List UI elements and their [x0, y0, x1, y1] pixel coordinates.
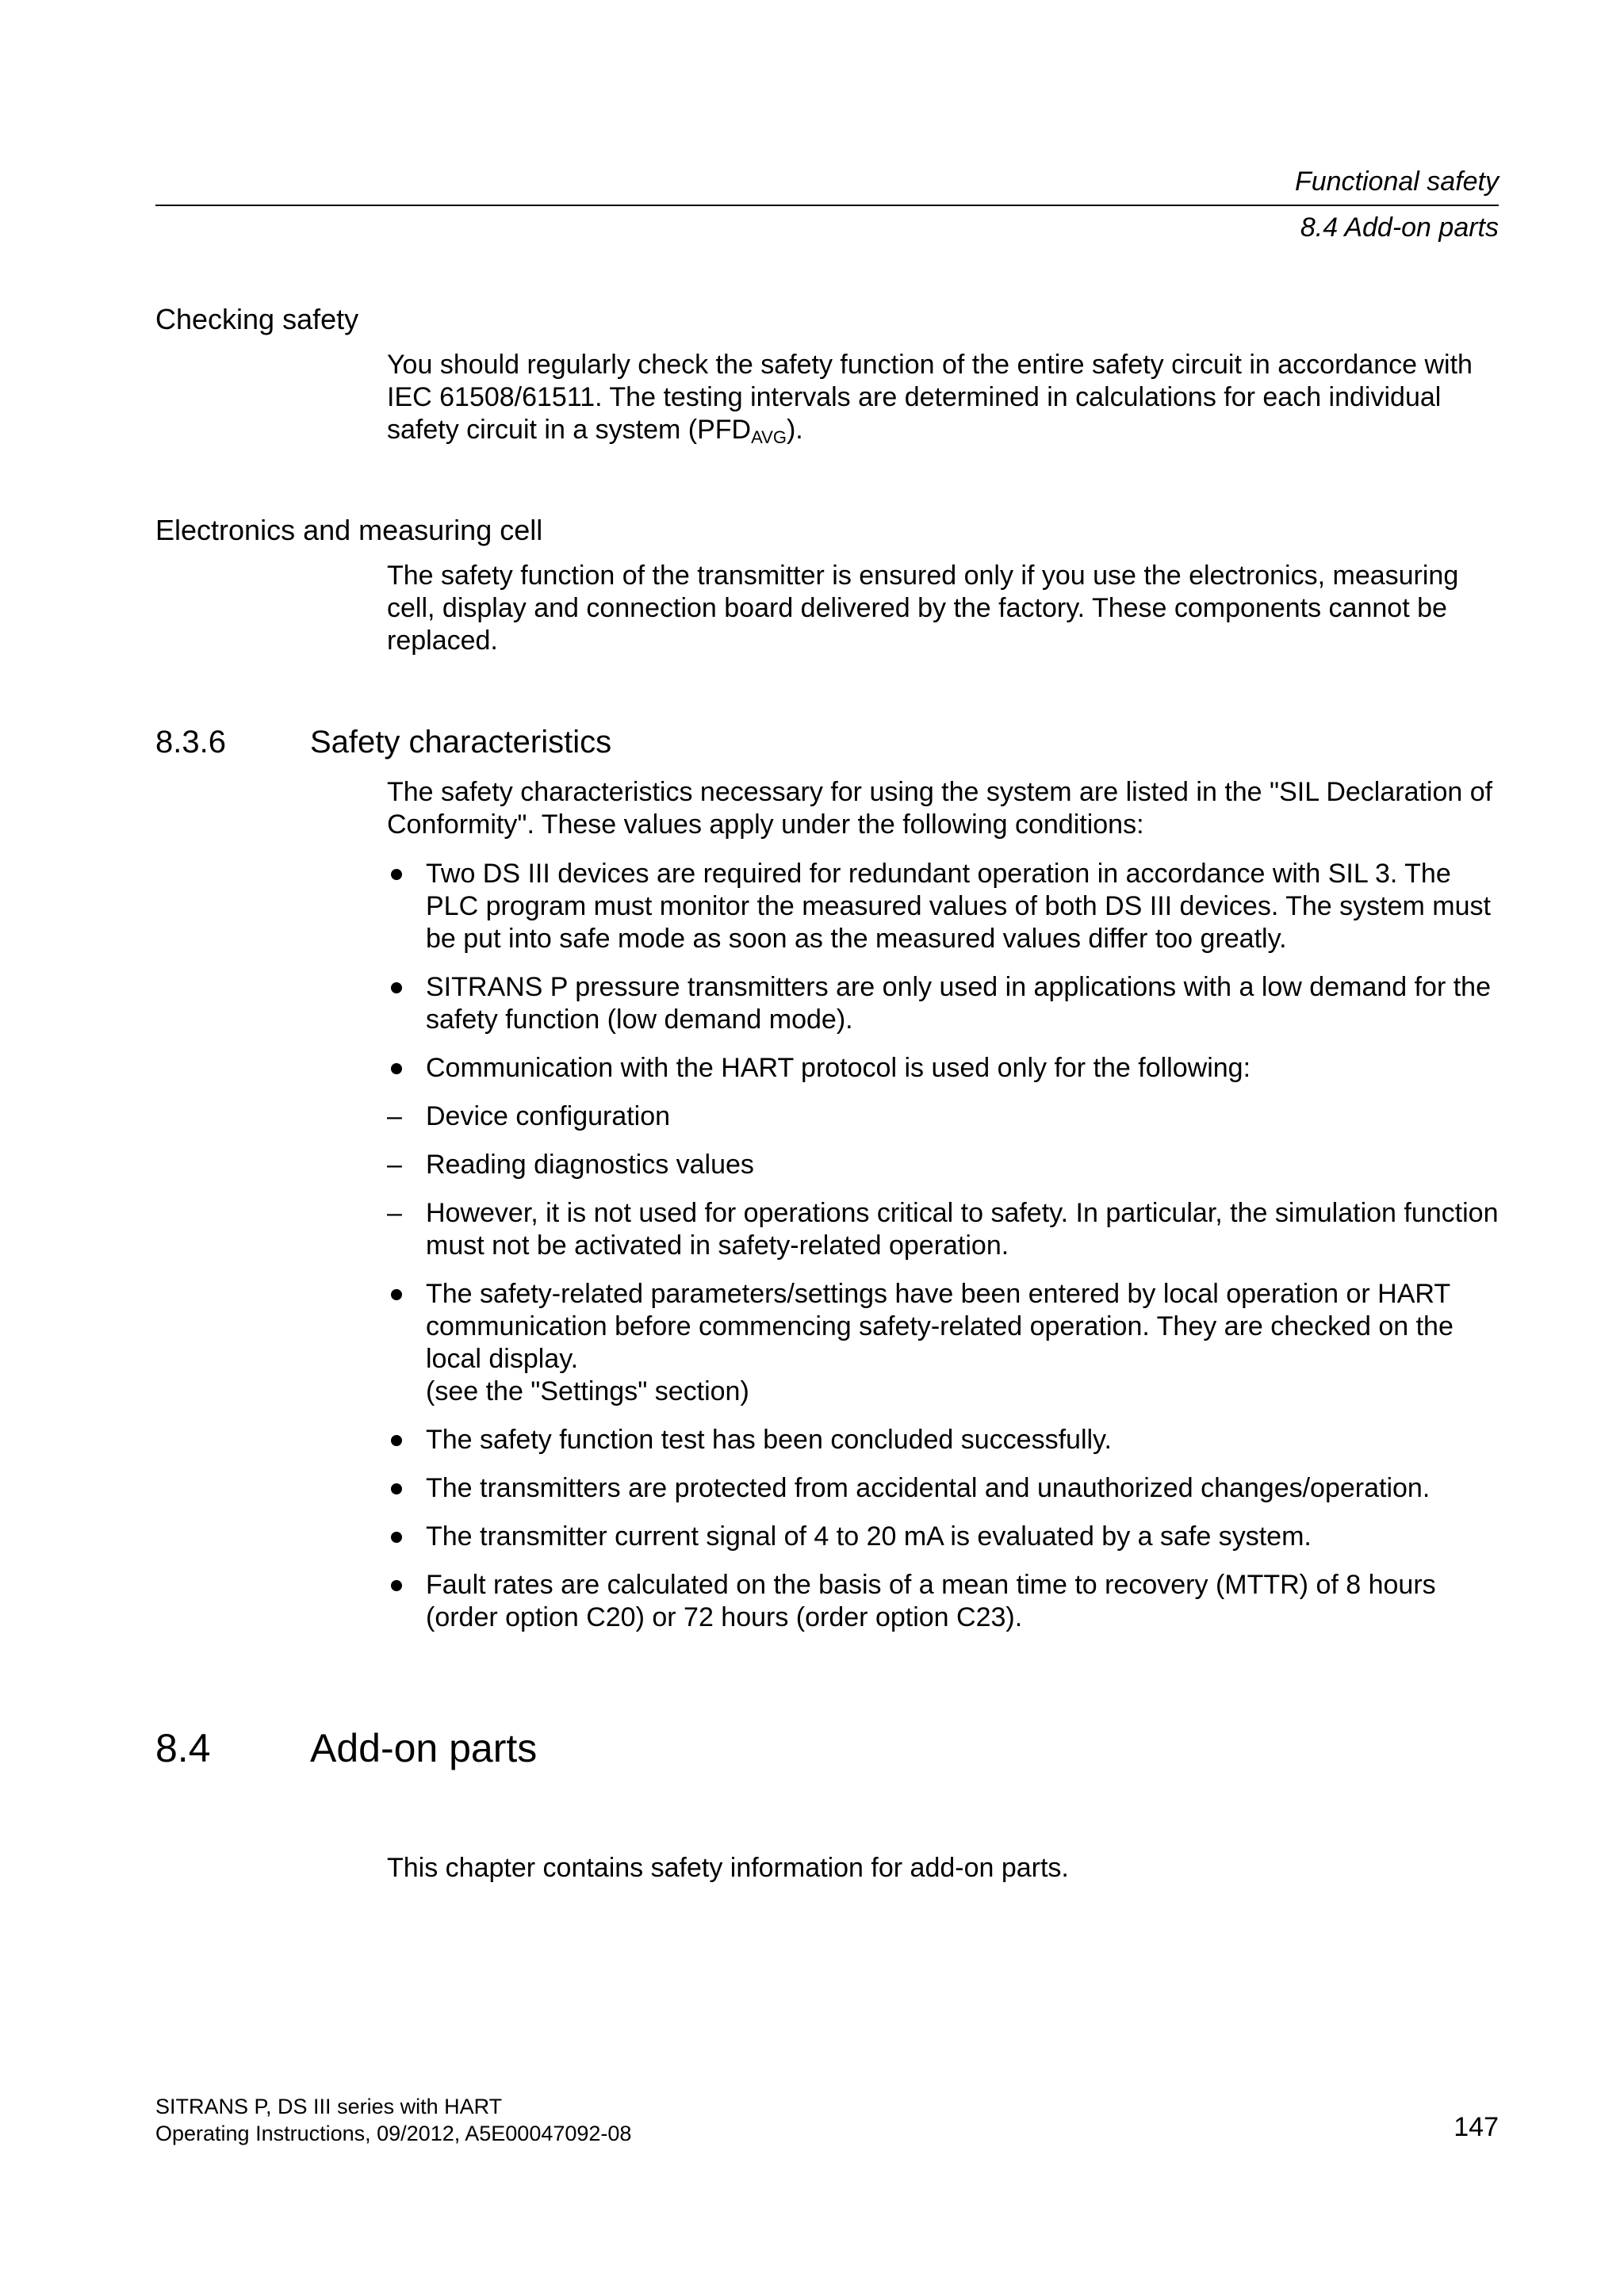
page-number: 147 — [1454, 2112, 1499, 2142]
bullet-dot — [391, 1483, 402, 1494]
list-item — [387, 858, 1501, 955]
bullet-dot — [391, 1289, 402, 1300]
section-heading-8-3-6 — [155, 725, 611, 760]
list-item — [387, 1424, 1501, 1456]
bullet-dot — [391, 869, 402, 880]
dash-list-item — [387, 1197, 1501, 1262]
list-item-text: Fault rates are calculated on the basis of a mean time to recovery (MTTR) of 8 hours (order option C20) or 72 hours (order option C23). — [426, 1570, 1436, 1632]
list-item-text: The safety function test has been concluded successfully. — [426, 1425, 1112, 1455]
pfd-subscript: AVG — [751, 427, 787, 447]
section-title: Safety characteristics — [310, 725, 612, 760]
list-item — [387, 1052, 1501, 1085]
checking-safety-heading: Checking safety — [155, 303, 359, 335]
running-header-section: 8.4 Add-on parts — [1300, 212, 1499, 243]
running-header-chapter: Functional safety — [1294, 166, 1499, 197]
add-on-parts-paragraph: This chapter contains safety information for add-on parts. — [387, 1853, 1069, 1883]
list-item — [387, 1472, 1501, 1505]
footer-document: Operating Instructions, 09/2012, A5E00047092-08 — [155, 2122, 632, 2145]
dash-marker: – — [387, 1150, 402, 1180]
list-item-text-note: (see the "Settings" section) — [426, 1376, 749, 1406]
header-rule — [155, 205, 1499, 206]
list-item-text: The transmitters are protected from accidental and unauthorized changes/operation. — [426, 1473, 1431, 1503]
dash-marker: – — [387, 1198, 402, 1228]
dash-item-text: Reading diagnostics values — [426, 1150, 754, 1180]
electronics-paragraph: The safety function of the transmitter is ensured only if you use the electronics, measuring cell, display and connection board delivered by the factory. These components cannot be replaced. — [387, 561, 1459, 656]
safety-characteristics-intro: The safety characteristics necessary for using the system are listed in the "SIL Declaration of Conformity". These values apply under the following conditions: — [387, 777, 1493, 840]
dash-list-item — [387, 1149, 1501, 1181]
footer-product: SITRANS P, DS III series with HART — [155, 2095, 503, 2118]
section-title: Add-on parts — [310, 1726, 538, 1770]
list-item-text: Communication with the HART protocol is used only for the following: — [426, 1053, 1251, 1083]
checking-safety-text: You should regularly check the safety function of the entire safety circuit in accordance with IEC 61508/61511. The testing intervals are determined in calculations for each individual safety circuit in a system (PFD — [387, 350, 1473, 445]
electronics-heading: Electronics and measuring cell — [155, 514, 543, 546]
list-item — [387, 1569, 1501, 1634]
list-item — [387, 971, 1501, 1036]
list-item-text: The transmitter current signal of 4 to 20 mA is evaluated by a safe system. — [426, 1521, 1312, 1552]
list-item — [387, 1521, 1501, 1553]
conditions-list — [387, 858, 1501, 1634]
bullet-dot — [391, 1532, 402, 1543]
list-item — [387, 1278, 1501, 1408]
dash-item-text: However, it is not used for operations critical to safety. In particular, the simulation function must not be activated in safety-related operation. — [426, 1198, 1499, 1261]
bullet-dot — [391, 1435, 402, 1446]
dash-marker: – — [387, 1101, 402, 1131]
list-item-text: SITRANS P pressure transmitters are only used in applications with a low demand for the safety function (low demand mode). — [426, 972, 1491, 1035]
bullet-dot — [391, 982, 402, 993]
section-number: 8.4 — [155, 1726, 211, 1770]
section-heading-8-4 — [155, 1725, 537, 1771]
list-item-text: Two DS III devices are required for redundant operation in accordance with SIL 3. The PLC program must monitor the measured values of both DS III devices. The system must be put into safe mode as soon as the measured values differ too greatly. — [426, 859, 1491, 954]
dash-item-text: Device configuration — [426, 1101, 671, 1131]
bullet-dot — [391, 1580, 402, 1591]
checking-safety-text-end: ). — [786, 415, 803, 445]
section-number: 8.3.6 — [155, 725, 226, 760]
checking-safety-paragraph — [387, 349, 1501, 446]
list-item-text: The safety-related parameters/settings have been entered by local operation or HART communication before commencing safety-related operation. They are checked on the local display. — [426, 1279, 1454, 1374]
bullet-dot — [391, 1063, 402, 1074]
dash-list-item — [387, 1100, 1501, 1133]
